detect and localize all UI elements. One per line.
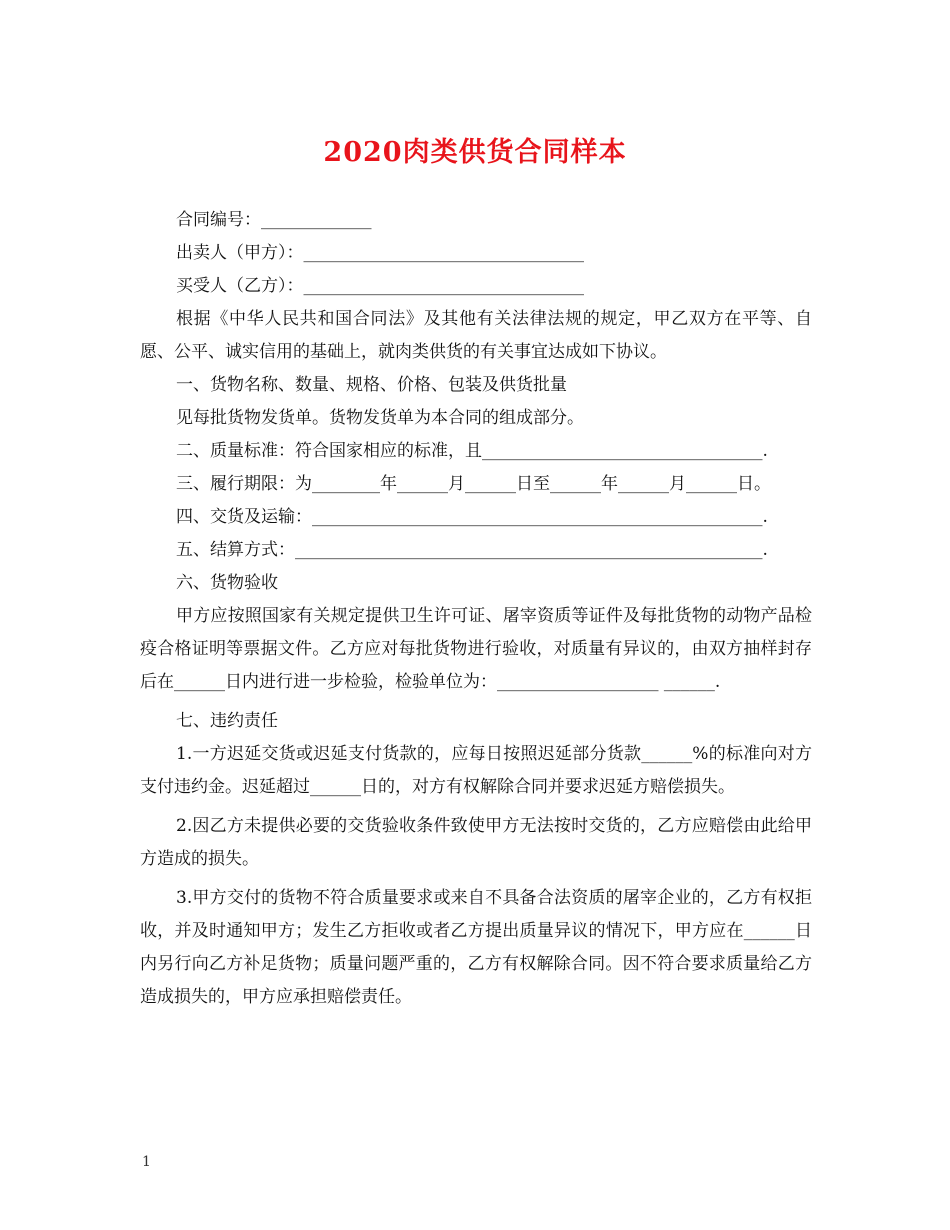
section-7-item-3: 3.甲方交付的货物不符合质量要求或来自不具备合法资质的屠宰企业的，乙方有权拒收，并及时通知甲方；发生乙方拒收或者乙方提出质量异议的情况下，甲方应在______日内另行向乙方补足货物；质量问题严重的，乙方有权解除合同。因不符合要求质量给乙方造成损失的，甲方应承担赔偿责任。: [140, 888, 812, 1007]
section-3-term: 三、履行期限：为________年______月______日至______年______月______日。: [176, 474, 771, 494]
section-1-heading: 一、货物名称、数量、规格、价格、包装及供货批量: [176, 375, 567, 395]
section-7-item-1: 1.一方迟延交货或迟延支付货款的，应每日按照迟延部分货款______%的标准向对方支付违约金。迟延超过______日的，对方有权解除合同并要求迟延方赔偿损失。: [140, 744, 812, 797]
section-5-settlement: 五、结算方式：_______________________________________________________.: [176, 540, 768, 560]
page-number: 1: [142, 1154, 151, 1170]
seller-line: 出卖人（甲方）：_________________________________: [176, 243, 584, 263]
preamble-paragraph: 根据《中华人民共和国合同法》及其他有关法律法规的规定，甲乙双方在平等、自愿、公平、诚实信用的基础上，就肉类供货的有关事宜达成如下协议。: [140, 309, 812, 362]
section-4-delivery: 四、交货及运输：_____________________________________________________.: [176, 507, 768, 527]
section-7-heading: 七、违约责任: [176, 711, 278, 731]
section-6-heading: 六、货物验收: [176, 573, 278, 593]
contract-number-line: 合同编号：_____________: [176, 210, 372, 230]
document-body: [140, 204, 812, 1014]
section-1-text: 见每批货物发货单。货物发货单为本合同的组成部分。: [176, 408, 584, 428]
section-7-item-2: 2.因乙方未提供必要的交货验收条件致使甲方无法按时交货的，乙方应赔偿由此给甲方造成的损失。: [140, 816, 812, 869]
section-6-text: 甲方应按照国家有关规定提供卫生许可证、屠宰资质等证件及每批货物的动物产品检疫合格证明等票据文件。乙方应对每批货物进行验收，对质量有异议的，由双方抽样封存后在______日内进行进一步检验，检验单位为：___________________ ______.: [140, 606, 812, 692]
buyer-line: 买受人（乙方）：_________________________________: [176, 276, 584, 296]
document-title: 2020肉类供货合同样本: [323, 137, 627, 168]
section-2-quality: 二、质量标准：符合国家相应的标准，且_________________________________.: [176, 441, 768, 461]
